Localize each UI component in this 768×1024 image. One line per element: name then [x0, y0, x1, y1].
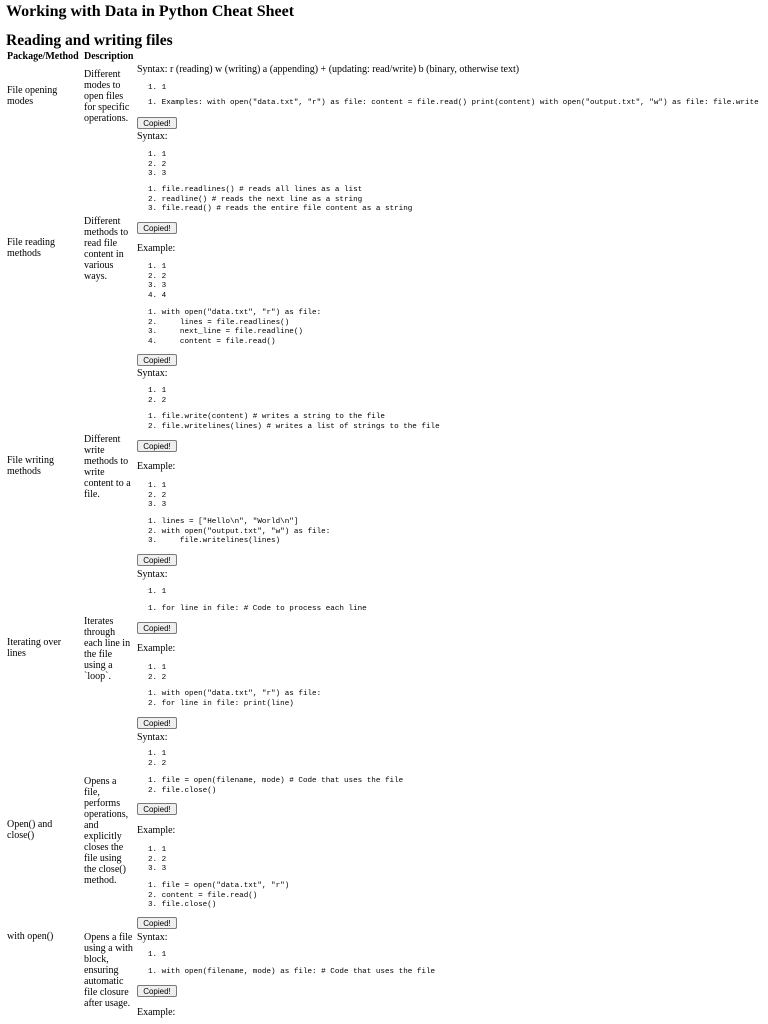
- syntax-label: Syntax:: [137, 131, 168, 142]
- code-block: 1. with open("data.txt", "r") as file: 2. for line in file: print(line): [148, 690, 322, 708]
- code-block: 1. Examples: with open("data.txt", "r") as file: content = file.read() print(content) with open("output.txt", "w") as file: file.write: [148, 99, 759, 107]
- syntax-label: Syntax:: [137, 932, 168, 943]
- column-header-description: Description: [84, 51, 134, 62]
- row-description-open-and-close: Opens a file, performs operations, and explicitly closes the file using the close() method.: [84, 776, 129, 886]
- line-numbers: 1. 1 2. 2 3. 3: [148, 846, 167, 873]
- line-numbers: 1. 1: [148, 588, 167, 596]
- copy-button[interactable]: Copied!: [137, 440, 177, 452]
- copy-button[interactable]: Copied!: [137, 717, 177, 729]
- syntax-label: Syntax:: [137, 732, 168, 743]
- code-block: 1. file = open(filename, mode) # Code that uses the file 2. file.close(): [148, 777, 404, 795]
- column-header-package: Package/Method: [7, 51, 79, 62]
- example-label: Example:: [137, 825, 176, 836]
- row-package-file-writing-methods: File writing methods: [7, 455, 54, 477]
- syntax-label: Syntax:: [137, 569, 168, 580]
- example-label: Example:: [137, 243, 176, 254]
- syntax-label: Syntax: r (reading) w (writing) a (appending) + (updating: read/write) b (binary, otherwise text): [137, 64, 520, 75]
- row-package-file-opening-modes: File opening modes: [7, 85, 58, 107]
- line-numbers: 1. 1 2. 2 3. 3: [148, 482, 167, 509]
- line-numbers: 1. 1: [148, 951, 167, 959]
- line-numbers: 1. 1 2. 2 3. 3: [148, 151, 167, 178]
- code-block: 1. with open(filename, mode) as file: # Code that uses the file: [148, 968, 436, 976]
- line-numbers: 1. 1 2. 2: [148, 387, 167, 405]
- row-package-iterating-over-lines: Iterating over lines: [7, 637, 62, 659]
- example-label: Example:: [137, 461, 176, 472]
- copy-button[interactable]: Copied!: [137, 354, 177, 366]
- copy-button[interactable]: Copied!: [137, 917, 177, 929]
- row-package-file-reading-methods: File reading methods: [7, 237, 56, 259]
- code-block: 1. with open("data.txt", "r") as file: 2. lines = file.readlines() 3. next_line = file.readline() 4. content = file.read(): [148, 309, 322, 346]
- row-description-iterating-over-lines: Iterates through each line in the file using a `loop`.: [84, 616, 131, 682]
- copy-button[interactable]: Copied!: [137, 985, 177, 997]
- copy-button[interactable]: Copied!: [137, 803, 177, 815]
- row-description-file-opening-modes: Different modes to open files for specific operations.: [84, 69, 130, 124]
- code-block: 1. file = open("data.txt", "r") 2. content = file.read() 3. file.close(): [148, 882, 290, 909]
- example-label: Example:: [137, 643, 176, 654]
- row-description-file-writing-methods: Different write methods to write content to a file.: [84, 434, 131, 500]
- row-description-file-reading-methods: Different methods to read file content in various ways.: [84, 216, 129, 282]
- code-block: 1. file.write(content) # writes a string to the file 2. file.writelines(lines) # writes a list of strings to the file: [148, 413, 440, 431]
- syntax-label: Syntax:: [137, 368, 168, 379]
- copy-button[interactable]: Copied!: [137, 622, 177, 634]
- section-heading: Reading and writing files: [6, 32, 173, 49]
- example-label: Example:: [137, 1007, 176, 1018]
- code-block: 1. for line in file: # Code to process each line: [148, 605, 367, 613]
- line-numbers: 1. 1 2. 2: [148, 750, 167, 768]
- line-numbers: 1. 1: [148, 84, 167, 92]
- row-package-open-and-close: Open() and close(): [7, 819, 53, 841]
- line-numbers: 1. 1 2. 2 3. 3 4. 4: [148, 263, 167, 300]
- copy-button[interactable]: Copied!: [137, 222, 177, 234]
- page-title: Working with Data in Python Cheat Sheet: [6, 3, 295, 20]
- copy-button[interactable]: Copied!: [137, 554, 177, 566]
- code-block: 1. lines = ["Hello\n", "World\n"] 2. with open("output.txt", "w") as file: 3. file.writelines(lines): [148, 518, 331, 545]
- line-numbers: 1. 1 2. 2: [148, 664, 167, 682]
- copy-button[interactable]: Copied!: [137, 117, 177, 129]
- code-block: 1. file.readlines() # reads all lines as a list 2. readline() # reads the next line as a string 3. file.read() # reads the entire file content as a string: [148, 186, 413, 213]
- row-package-with-open: with open(): [7, 931, 54, 942]
- row-description-with-open: Opens a file using a with block, ensuring automatic file closure after usage.: [84, 932, 133, 1009]
